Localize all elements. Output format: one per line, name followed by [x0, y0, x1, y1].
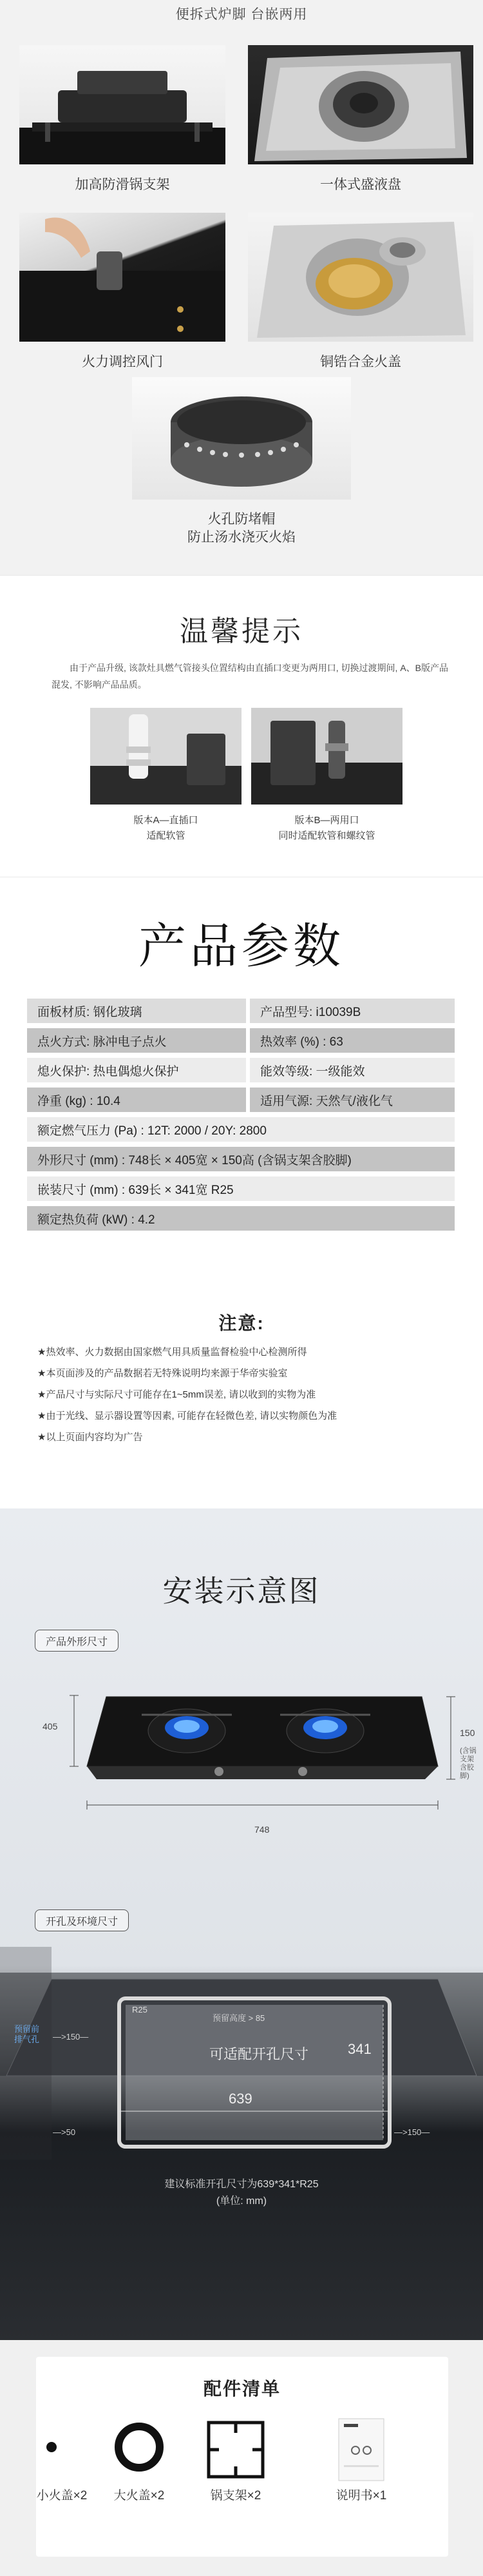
note-item: ★由于光线、显示器设置等因素, 可能存在轻微色差, 请以实物颜色为准 [37, 1410, 337, 1421]
manual-icon [339, 2419, 384, 2481]
burner-cap-illustration [248, 213, 473, 342]
param-cell: 外形尺寸 (mm) : 748长 × 405宽 × 150高 (含锅支架含胶脚) [27, 1147, 455, 1171]
cut-left-note [14, 2024, 39, 2045]
params-row [27, 999, 455, 1023]
dual-connector-illustration [251, 708, 402, 805]
anti-clog-line2: 防止汤水浇灭火焰 [187, 530, 296, 545]
dim-748: 748 [254, 1824, 270, 1835]
notes-list [37, 1342, 456, 1448]
feature-photo-drip-tray [248, 45, 473, 164]
tips-title: 温馨提示 [180, 616, 303, 647]
param-cell: 产品型号: i10039B [250, 999, 455, 1023]
accessory-small-cap: 小火盖×2 [36, 2489, 88, 2503]
anti-clog-line1: 火孔防堵帽 [207, 512, 276, 527]
small-cap-icon [46, 2442, 57, 2452]
version-a-line2: 适配软管 [146, 830, 185, 841]
feature-photo-air-damper [19, 213, 225, 342]
param-cell: 热效率 (%) : 63 [250, 1028, 455, 1053]
dim-150: 150 [460, 1728, 475, 1738]
feature-label-drip-tray: 一体式盛液盘 [320, 177, 401, 192]
version-b-line2: 同时适配软管和螺纹管 [278, 830, 375, 841]
cut-341: 341 [348, 2041, 372, 2057]
accessory-manual: 说明书×1 [336, 2489, 387, 2503]
feature-top-caption: 便拆式炉脚 台嵌两用 [175, 7, 308, 22]
install-title: 安装示意图 [162, 1574, 321, 1608]
install-note-line2: (单位: mm) [216, 2196, 267, 2207]
params-table [27, 999, 455, 1236]
cut-left-note1: 预留前 [14, 2024, 40, 2034]
param-cell: 额定热负荷 (kW) : 4.2 [27, 1206, 455, 1231]
param-cell: 能效等级: 一级能效 [250, 1058, 455, 1082]
param-cell: 适用气源: 天然气/液化气 [250, 1088, 455, 1112]
pot-support-illustration [19, 45, 225, 164]
accessories-section [0, 2340, 483, 2576]
note-item: ★本页面涉及的产品数据若无特殊说明均来源于华帝实验室 [37, 1368, 288, 1379]
accessories-icons [36, 2415, 448, 2486]
params-row [27, 1088, 455, 1112]
dim-150-note: (含锅支架含胶脚) [460, 1747, 477, 1780]
accessory-large-cap: 大火盖×2 [113, 2489, 165, 2503]
cut-right-150: —>150— [394, 2127, 430, 2137]
cut-639: 639 [229, 2091, 252, 2107]
large-cap-icon [118, 2426, 160, 2468]
feature-label-anti-clog [132, 511, 351, 547]
accessory-pot-support: 锅支架×2 [210, 2489, 261, 2503]
param-cell: 熄火保护: 热电偶熄火保护 [27, 1058, 246, 1082]
version-b-line1: 版本B—两用口 [294, 815, 359, 826]
features-section [0, 0, 483, 575]
param-cell: 面板材质: 钢化玻璃 [27, 999, 246, 1023]
feature-label-pot-support: 加高防滑锅支架 [75, 177, 170, 192]
cut-50: —>50 [53, 2127, 76, 2137]
params-row [27, 1058, 455, 1082]
accessories-card [36, 2357, 448, 2557]
note-item: ★以上页面内容均为广告 [37, 1432, 143, 1443]
feature-photo-anti-clog-cap [132, 377, 351, 500]
cut-depth: 预留高度 > 85 [213, 2013, 265, 2023]
params-row [27, 1176, 455, 1201]
version-a-line1: 版本A—直插口 [133, 815, 198, 826]
param-cell: 净重 (kg) : 10.4 [27, 1088, 246, 1112]
parameters-section [0, 877, 483, 1508]
tag-outer-size: 产品外形尺寸 [35, 1630, 118, 1652]
feature-label-burner-cap: 铜锆合金火盖 [320, 355, 401, 369]
air-damper-illustration [19, 213, 225, 342]
install-section [0, 1508, 483, 2340]
dim-405: 405 [43, 1721, 58, 1732]
params-row [27, 1206, 455, 1231]
version-a-photo [90, 708, 242, 805]
stove-dimension-diagram [0, 1676, 483, 1882]
tag-cutout-size: 开孔及环境尺寸 [35, 1909, 129, 1931]
note-item: ★产品尺寸与实际尺寸可能存在1~5mm误差, 请以收到的实物为准 [37, 1389, 316, 1400]
param-cell: 点火方式: 脉冲电子点火 [27, 1028, 246, 1053]
cut-label: 可适配开孔尺寸 [209, 2046, 309, 2062]
version-a-caption [90, 813, 242, 844]
cut-left-150: —>150— [53, 2032, 89, 2042]
install-note-line1: 建议标准开孔尺寸为639*341*R25 [164, 2179, 319, 2190]
version-b-photo [251, 708, 402, 805]
cut-r25: R25 [132, 2005, 147, 2015]
notes-title: 注意: [218, 1313, 265, 1333]
warm-tips-section [0, 575, 483, 877]
param-cell: 额定燃气压力 (Pa) : 12T: 2000 / 20Y: 2800 [27, 1117, 455, 1142]
params-title: 产品参数 [138, 919, 345, 974]
params-row [27, 1147, 455, 1171]
accessories-title: 配件清单 [203, 2379, 281, 2399]
tips-text: 由于产品升级, 该款灶具燃气管接头位置结构由直插口变更为两用口, 切换过渡期间, A、B版产品混发, 不影响产品品质。 [52, 663, 449, 690]
drip-tray-illustration [248, 45, 473, 164]
note-item: ★热效率、火力数据由国家燃气用具质量监督检验中心检测所得 [37, 1347, 307, 1358]
straight-connector-illustration [90, 708, 242, 805]
cut-left-note2: 排气孔 [14, 2034, 40, 2044]
feature-label-air-damper: 火力调控风门 [82, 355, 163, 369]
anti-clog-cap-illustration [132, 377, 351, 500]
params-row [27, 1117, 455, 1142]
feature-photo-pot-support [19, 45, 225, 164]
feature-photo-burner-cap [248, 213, 473, 342]
version-b-caption [251, 813, 402, 844]
install-note [0, 2176, 483, 2210]
param-cell: 嵌装尺寸 (mm) : 639长 × 341宽 R25 [27, 1176, 455, 1201]
params-row [27, 1028, 455, 1053]
